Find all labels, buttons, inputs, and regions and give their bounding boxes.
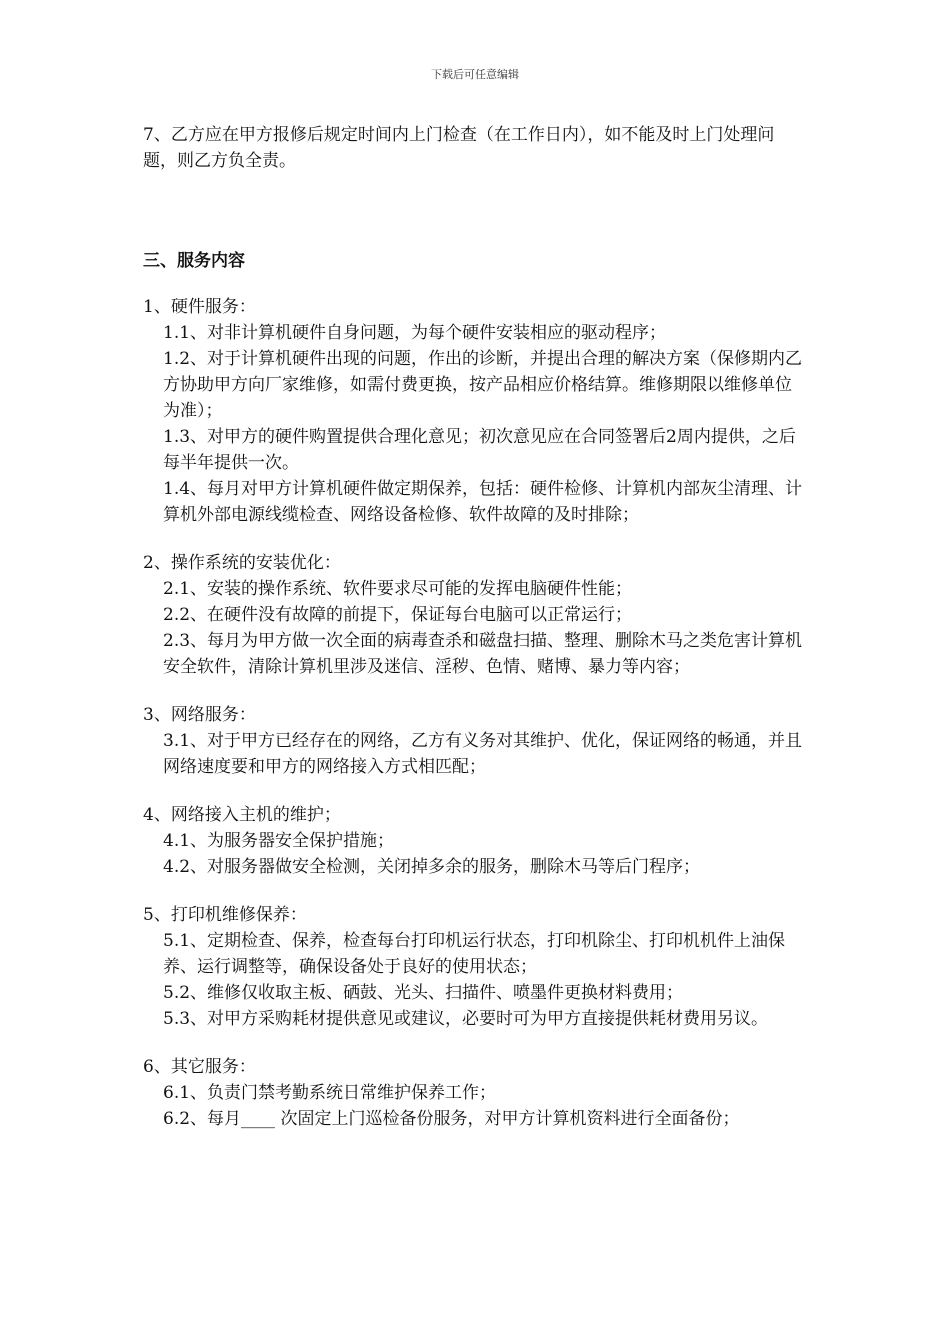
list-item: 1.4、每月对甲方计算机硬件做定期保养，包括：硬件检修、计算机内部灰尘清理、计算机外部电源线缆检查、网络设备检修、软件故障的及时排除； bbox=[163, 479, 803, 525]
list-item: 3.1、对于甲方已经存在的网络，乙方有义务对其维护、优化，保证网络的畅通，并且网络速度要和甲方的网络接入方式相匹配； bbox=[163, 731, 803, 777]
list-item: 5.1、定期检查、保养，检查每台打印机运行状态，打印机除尘、打印机机件上油保养、运行调整等，确保设备处于良好的使用状态； bbox=[163, 931, 786, 977]
service-group-other bbox=[143, 1054, 808, 1132]
list-item: 4.1、为服务器安全保护措施； bbox=[163, 831, 395, 851]
list-item: 1.2、对于计算机硬件出现的问题，作出的诊断，并提出合理的解决方案（保修期内乙方协助甲方向厂家维修，如需付费更换，按产品相应价格结算。维修期限以维修单位为准）； bbox=[163, 349, 803, 421]
list-item: 2.3、每月为甲方做一次全面的病毒查杀和磁盘扫描、整理、删除木马之类危害计算机安全软件，清除计算机里涉及迷信、淫秽、色情、赌博、暴力等内容； bbox=[163, 631, 803, 677]
list-item: 1.3、对甲方的硬件购置提供合理化意见；初次意见应在合同签署后2周内提供，之后每半年提供一次。 bbox=[163, 427, 796, 473]
list-item: 5.2、维修仅收取主板、硒鼓、光头、扫描件、喷墨件更换材料费用； bbox=[163, 983, 684, 1003]
list-item: 1.1、对非计算机硬件自身问题，为每个硬件安装相应的驱动程序； bbox=[163, 323, 667, 343]
group-title: 6、其它服务： bbox=[143, 1057, 256, 1077]
list-item: 6.1、负责门禁考勤系统日常维护保养工作； bbox=[163, 1083, 497, 1103]
section-title: 三、服务内容 bbox=[143, 251, 245, 271]
clause-7-paragraph: 7、乙方应在甲方报修后规定时间内上门检查（在工作日内），如不能及时上门处理问题，则乙方负全责。 bbox=[143, 125, 775, 171]
page-header-note: 下载后可任意编辑 bbox=[431, 68, 519, 81]
list-item: 2.1、安装的操作系统、软件要求尽可能的发挥电脑硬件性能； bbox=[163, 579, 633, 599]
group-title: 4、网络接入主机的维护； bbox=[143, 805, 341, 825]
group-title: 2、操作系统的安装优化： bbox=[143, 553, 341, 573]
list-item: 5.3、对甲方采购耗材提供意见或建议，必要时可为甲方直接提供耗材费用另议。 bbox=[163, 1009, 769, 1029]
service-group-os bbox=[143, 550, 808, 680]
document-body bbox=[143, 122, 808, 1154]
list-item: 2.2、在硬件没有故障的前提下，保证每台电脑可以正常运行； bbox=[163, 605, 633, 625]
group-title: 5、打印机维修保养： bbox=[143, 905, 307, 925]
service-group-printer bbox=[143, 902, 808, 1032]
list-item: 4.2、对服务器做安全检测，关闭掉多余的服务，删除木马等后门程序； bbox=[163, 857, 701, 877]
list-item: 6.2、每月____ 次固定上门巡检备份服务，对甲方计算机资料进行全面备份； bbox=[163, 1109, 740, 1129]
service-group-host bbox=[143, 802, 808, 880]
service-group-hardware bbox=[143, 294, 808, 528]
group-title: 3、网络服务： bbox=[143, 705, 256, 725]
service-group-network bbox=[143, 702, 808, 780]
group-title: 1、硬件服务： bbox=[143, 297, 256, 317]
